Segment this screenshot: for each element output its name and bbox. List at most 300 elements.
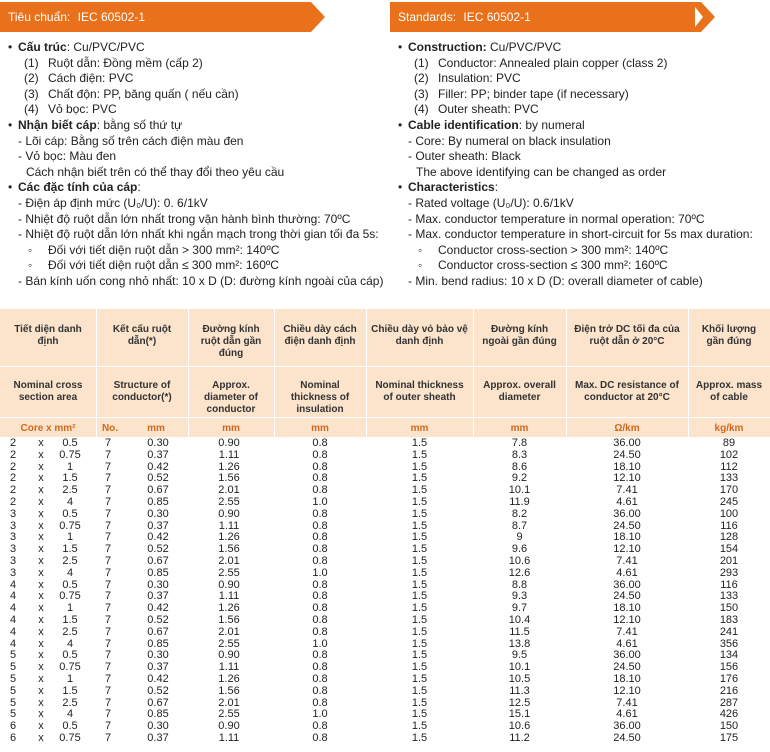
table-cell: 1.5 — [411, 625, 428, 638]
characteristics-subitem — [418, 258, 668, 274]
table-cell: 13.8 — [508, 637, 531, 650]
item-text: Cách nhận biết trên có thể thay đổi theo yêu cầu — [26, 164, 285, 179]
characteristics-item — [408, 196, 574, 212]
table-cell: 0.90 — [218, 437, 240, 449]
table-cell: 0.30 — [147, 507, 169, 520]
identification-item — [18, 149, 116, 165]
identification-heading — [18, 118, 182, 134]
table-cell: 7 — [104, 460, 112, 473]
table-cell: 18.10 — [613, 460, 641, 473]
table-cell: 7 — [104, 507, 112, 520]
table-cell: 7 — [104, 448, 112, 461]
table-cell: 36.00 — [613, 507, 641, 520]
table-cell: 2.01 — [218, 484, 240, 497]
construction-item — [414, 56, 667, 72]
table-cell: 3 — [9, 507, 17, 520]
table-cell: 5 — [9, 673, 17, 685]
table-cell: 2 — [9, 472, 17, 485]
unit-label: mm — [222, 423, 240, 434]
standard-banner-en — [390, 2, 695, 32]
table-cell: 1.5 — [411, 649, 428, 662]
characteristics-item — [408, 227, 753, 243]
heading-label: Các đặc tính của cáp — [18, 180, 138, 195]
column-header-vi: Khối lượng gần đúng — [701, 324, 757, 347]
column-header-vi: Kết cấu ruột dẫn(*) — [112, 324, 172, 347]
unit-label: mm — [510, 423, 529, 434]
column-header-vi: Chiều dày vỏ bảo vệ danh định — [371, 324, 468, 347]
table-cell: 1.5 — [411, 448, 428, 461]
item-text: - Nhiệt độ ruột dẫn lớn nhất trong vận hành bình thường: 70ºC — [18, 211, 351, 226]
table-cell: 10.6 — [508, 720, 531, 733]
table-cell: 8.3 — [511, 448, 528, 461]
characteristics-subitem — [28, 243, 279, 259]
table-cell: 24.50 — [613, 732, 641, 744]
table-cell: 7 — [104, 625, 112, 638]
unit-label: mm — [147, 423, 165, 434]
table-cell: 12.10 — [613, 543, 641, 556]
table-cell: 156 — [719, 661, 739, 674]
item-text: Ruột dẫn: Đồng mềm (cấp 2) — [48, 55, 203, 70]
column-header-vi: Chiều dày cách điện danh định — [283, 324, 357, 347]
unit-label: kg/km — [714, 423, 744, 434]
table-cell: 12.6 — [508, 566, 531, 579]
table-cell: 12.10 — [613, 614, 641, 626]
characteristics-item — [18, 227, 379, 243]
table-cell: 0.5 — [62, 507, 78, 520]
table-cell: x — [38, 566, 44, 579]
table-cell: 7.41 — [616, 484, 638, 497]
column-header-vi: Điện trở DC tối đa của ruột dẫn ở 20°C — [574, 324, 680, 347]
table-cell: x — [38, 543, 44, 556]
table-row — [0, 462, 770, 474]
table-cell: 7 — [104, 602, 112, 615]
item-text: - Core: By numeral on black insulation — [408, 133, 611, 148]
table-cell: 1.5 — [411, 507, 428, 520]
table-cell: 0.90 — [218, 507, 240, 520]
table-row — [0, 485, 770, 497]
table-cell: 0.8 — [312, 673, 328, 685]
table-row — [0, 591, 770, 603]
characteristics-heading — [18, 180, 141, 196]
item-number: (3) — [414, 86, 429, 101]
table-cell: 0.5 — [62, 437, 78, 449]
table-row — [0, 568, 770, 580]
table-row — [0, 733, 770, 745]
item-number: (2) — [24, 71, 39, 86]
table-cell: 1.5 — [411, 720, 428, 733]
table-cell: 3 — [9, 555, 17, 567]
item-text: Cách điện: PVC — [48, 71, 134, 86]
column-header-en: Approx. mass of cable — [695, 380, 763, 403]
table-cell: 7 — [104, 578, 112, 591]
characteristics-item — [408, 212, 705, 228]
item-text: Conductor cross-section ≤ 300 mm²: 160ºC — [438, 258, 668, 273]
column-header-en: Structure of conductor(*) — [112, 380, 172, 403]
table-row — [0, 532, 770, 544]
table-cell: 1.5 — [411, 460, 428, 473]
table-cell: 154 — [719, 543, 739, 556]
table-cell: 0.8 — [312, 602, 328, 615]
table-cell: 0.8 — [312, 555, 328, 567]
heading-label: Characteristics — [408, 180, 495, 195]
column-header-en: Approx. overall diameter — [483, 380, 556, 403]
table-cell: 102 — [719, 448, 739, 461]
table-cell: 356 — [719, 637, 739, 650]
item-text: - Max. conductor temperature in short-circuit for 5s max duration: — [408, 227, 753, 242]
table-cell: 0.85 — [147, 708, 169, 721]
table-cell: x — [38, 732, 44, 744]
table-cell: 0.30 — [147, 649, 169, 662]
table-cell: 0.8 — [312, 543, 328, 556]
table-cell: 7 — [104, 661, 112, 674]
table-cell: 4 — [9, 578, 17, 591]
table-cell: 1.5 — [411, 602, 428, 615]
table-cell: 11.5 — [509, 625, 530, 638]
table-cell: 7 — [104, 472, 112, 485]
table-cell: 10.5 — [508, 673, 531, 685]
table-cell: 0.5 — [62, 649, 78, 662]
table-cell: 7 — [104, 673, 112, 685]
table-cell: 7 — [104, 708, 112, 721]
table-row — [0, 580, 770, 592]
table-cell: 3 — [9, 519, 17, 532]
table-cell: 0.8 — [312, 460, 328, 473]
item-text: - Bán kính uốn cong nhỏ nhất: 10 x D (D: đường kính ngoài của cáp) — [18, 274, 384, 288]
table-cell: 12.5 — [508, 696, 531, 709]
table-cell: 12.10 — [613, 684, 641, 697]
table-cell: 2.5 — [62, 555, 78, 567]
table-cell: 1 — [66, 531, 74, 544]
characteristics-subitem — [418, 243, 668, 259]
table-cell: 216 — [719, 684, 739, 697]
table-cell: 0.75 — [59, 732, 81, 744]
table-cell: 112 — [720, 460, 738, 473]
table-cell: 89 — [722, 437, 736, 449]
construction-heading — [408, 40, 561, 56]
table-cell: x — [38, 625, 44, 638]
item-number: (4) — [414, 102, 429, 117]
table-row — [0, 698, 770, 710]
table-cell: 1.5 — [411, 590, 428, 603]
table-cell: 7 — [104, 684, 112, 697]
table-cell: x — [38, 720, 44, 733]
item-text: - Max. conductor temperature in normal operation: 70ºC — [408, 211, 705, 226]
item-number: (1) — [414, 55, 429, 70]
table-cell: 1.5 — [411, 531, 428, 544]
table-cell: 1 — [66, 602, 74, 615]
table-row — [0, 556, 770, 568]
table-cell: 2 — [9, 448, 17, 461]
item-text: Insulation: PVC — [438, 71, 521, 86]
item-text: - Min. bend radius: 10 x D (D: overall diameter of cable) — [408, 274, 703, 288]
item-number: (4) — [24, 102, 39, 117]
table-cell: 0.67 — [147, 555, 169, 567]
standard-label: Tiêu chuẩn: — [8, 10, 71, 24]
table-cell: 241 — [719, 625, 739, 638]
table-cell: 1.5 — [411, 496, 428, 508]
table-cell: 4 — [66, 708, 74, 721]
table-cell: 1.5 — [411, 696, 428, 709]
table-cell: 7 — [104, 614, 112, 626]
table-cell: 1.5 — [62, 614, 78, 626]
item-text: Conductor cross-section > 300 mm²: 140ºC — [438, 242, 669, 257]
characteristics-heading — [408, 180, 498, 196]
table-cell: 0.75 — [59, 448, 81, 461]
table-cell: 0.37 — [147, 590, 169, 603]
identification-item — [18, 134, 243, 150]
table-row — [0, 721, 770, 733]
table-cell: x — [38, 460, 44, 473]
table-cell: 175 — [719, 732, 739, 744]
table-cell: 24.50 — [613, 661, 641, 674]
table-row — [0, 650, 770, 662]
column-header-en: Nominal thickness of insulation — [290, 380, 350, 415]
standard-label: Standards: — [398, 10, 457, 24]
table-cell: 4 — [66, 496, 74, 508]
identification-item — [416, 165, 666, 181]
table-cell: 4.61 — [616, 637, 638, 650]
table-cell: 1.5 — [411, 637, 428, 650]
table-cell: 0.8 — [312, 684, 328, 697]
table-cell: 2.01 — [218, 625, 240, 638]
table-cell: 1.11 — [218, 448, 240, 461]
table-cell: 287 — [719, 696, 739, 709]
table-cell: x — [38, 507, 44, 520]
characteristics-item — [408, 274, 703, 290]
table-cell: 7 — [104, 720, 112, 733]
table-cell: 1.5 — [411, 684, 428, 697]
item-text: Đối với tiết diện ruột dẫn ≤ 300 mm²: 160ºC — [48, 258, 279, 273]
column-header-en: Nominal thickness of outer sheath — [375, 380, 464, 403]
item-text: Chất độn: PP, băng quấn ( nếu cần) — [48, 86, 239, 101]
table-cell: 2.01 — [218, 555, 240, 567]
table-cell: 0.8 — [312, 614, 328, 626]
item-text: Outer sheath: PVC — [438, 102, 539, 117]
table-cell: 1.5 — [411, 437, 428, 449]
table-cell: 1.56 — [218, 543, 240, 556]
table-cell: 12.10 — [613, 472, 641, 485]
table-cell: 0.90 — [218, 720, 240, 733]
table-cell: 1.26 — [218, 602, 240, 615]
table-cell: 150 — [719, 720, 739, 733]
table-cell: 0.8 — [312, 484, 328, 497]
table-cell: 0.42 — [147, 460, 169, 473]
table-row — [0, 521, 770, 533]
table-cell: 7 — [104, 637, 112, 650]
table-cell: 1.56 — [218, 684, 240, 697]
table-cell: 18.10 — [613, 531, 641, 544]
heading-label: Construction: — [408, 40, 487, 54]
table-cell: 1.11 — [218, 661, 240, 674]
table-cell: 0.75 — [59, 661, 81, 674]
item-text: Filler: PP; binder tape (if necessary) — [438, 86, 629, 101]
item-number: (1) — [24, 55, 39, 70]
table-cell: 24.50 — [613, 448, 641, 461]
row-divider — [0, 366, 770, 367]
table-cell: 7 — [104, 649, 112, 662]
table-cell: 9 — [516, 531, 523, 544]
item-number: (2) — [414, 71, 429, 86]
table-row — [0, 639, 770, 651]
table-cell: 2.55 — [218, 496, 240, 508]
table-cell: 1.26 — [218, 673, 240, 685]
table-cell: 0.8 — [312, 519, 328, 532]
table-cell: 1.5 — [411, 732, 428, 744]
table-cell: 5 — [9, 708, 17, 721]
table-cell: 7.8 — [511, 437, 528, 449]
heading-label: Cable identification — [408, 118, 519, 132]
table-cell: 4 — [66, 637, 74, 650]
table-cell: 4.61 — [616, 496, 638, 508]
standard-value: IEC 60502-1 — [77, 10, 145, 24]
table-cell: 0.8 — [312, 696, 328, 709]
table-cell: 0.8 — [312, 649, 328, 662]
heading-label: Nhận biết cáp — [18, 118, 97, 132]
construction-item — [24, 56, 203, 72]
table-cell: x — [38, 637, 44, 650]
table-cell: 0.52 — [147, 472, 169, 485]
table-cell: 36.00 — [613, 437, 641, 449]
heading-value: Cu/PVC/PVC — [486, 40, 562, 54]
table-cell: 2.5 — [62, 484, 78, 497]
table-cell: 8.2 — [511, 507, 528, 520]
table-cell: x — [38, 484, 44, 497]
table-row — [0, 662, 770, 674]
table-cell: x — [38, 696, 44, 709]
table-cell: 24.50 — [613, 519, 641, 532]
table-cell: 0.5 — [62, 720, 78, 733]
table-cell: 36.00 — [613, 578, 641, 591]
table-row — [0, 497, 770, 509]
chevron-right-icon — [301, 2, 327, 32]
column-header-en: Nominal cross section area — [13, 380, 83, 403]
table-cell: 100 — [719, 507, 739, 520]
table-cell: 0.8 — [312, 531, 328, 544]
table-cell: 116 — [720, 578, 738, 591]
table-cell: 2 — [9, 437, 17, 449]
standard-banner-vi — [0, 2, 305, 32]
table-cell: 1.5 — [62, 684, 78, 697]
table-cell: 1.5 — [411, 519, 428, 532]
table-cell: 0.8 — [312, 437, 328, 449]
table-cell: 4 — [9, 625, 17, 638]
table-cell: 7 — [104, 696, 112, 709]
standard-value: IEC 60502-1 — [463, 10, 531, 24]
table-cell: 1.5 — [411, 566, 428, 579]
circle-bullet-icon: ◦ — [28, 242, 33, 257]
table-cell: 133 — [719, 472, 739, 485]
table-cell: x — [38, 519, 44, 532]
column-header-vi: Đường kính ruột dẫn gần đúng — [200, 324, 262, 359]
table-cell: 0.67 — [147, 484, 169, 497]
table-cell: 10.6 — [508, 555, 531, 567]
table-row — [0, 509, 770, 521]
characteristics-item — [18, 274, 383, 290]
table-cell: 1.56 — [218, 614, 240, 626]
table-cell: 0.90 — [218, 649, 240, 662]
table-cell: 3 — [9, 531, 17, 544]
table-cell: 6 — [9, 720, 17, 733]
table-cell: 2 — [9, 496, 17, 508]
table-cell: 2.55 — [218, 708, 240, 721]
identification-item — [408, 134, 611, 150]
table-cell: 7 — [104, 437, 112, 449]
table-cell: 4.61 — [616, 708, 638, 721]
table-cell: 1.26 — [218, 460, 240, 473]
heading-value: : by numeral — [518, 118, 585, 132]
table-row — [0, 686, 770, 698]
table-cell: 18.10 — [613, 602, 641, 615]
table-cell: 7 — [104, 484, 112, 497]
table-cell: 1.26 — [218, 531, 240, 544]
table-cell: 0.75 — [59, 590, 81, 603]
table-cell: 0.8 — [312, 720, 328, 733]
table-cell: 2.5 — [62, 696, 78, 709]
construction-item — [414, 87, 629, 103]
table-cell: 0.37 — [147, 661, 169, 674]
table-cell: x — [38, 437, 44, 449]
table-row — [0, 473, 770, 485]
table-cell: 1.0 — [312, 496, 328, 508]
table-cell: 10.1 — [508, 484, 531, 497]
table-cell: 7 — [104, 531, 112, 544]
table-cell: 6 — [9, 732, 17, 744]
table-cell: 1.11 — [218, 519, 240, 532]
table-cell: 7 — [104, 732, 112, 744]
characteristics-item — [18, 212, 350, 228]
table-cell: 9.6 — [511, 543, 528, 556]
table-cell: 176 — [719, 673, 739, 685]
table-cell: 0.75 — [59, 519, 81, 532]
table-cell: 0.5 — [62, 578, 78, 591]
table-cell: 1.11 — [218, 732, 240, 744]
table-cell: 8.8 — [511, 578, 528, 591]
table-cell: 9.3 — [511, 590, 528, 603]
table-row — [0, 674, 770, 686]
table-cell: 1 — [66, 673, 74, 685]
unit-label: Core x mm² — [20, 423, 76, 434]
item-text: Đối với tiết diện ruột dẫn > 300 mm²: 140ºC — [48, 242, 280, 257]
column-header-en: Max. DC resistance of conductor at 20°C — [575, 380, 679, 403]
table-cell: 1.5 — [62, 472, 78, 485]
identification-heading — [408, 118, 585, 134]
item-text: Vỏ bọc: PVC — [48, 102, 117, 117]
table-cell: x — [38, 448, 44, 461]
table-cell: 36.00 — [613, 649, 641, 662]
table-cell: 0.8 — [312, 732, 328, 744]
table-cell: 1.0 — [312, 708, 328, 721]
table-cell: 1.0 — [312, 566, 328, 579]
table-cell: x — [38, 602, 44, 615]
table-cell: 7 — [104, 519, 112, 532]
table-cell: 36.00 — [613, 720, 641, 733]
item-text: - Lõi cáp: Bằng số trên cách điện màu đen — [18, 133, 244, 148]
table-cell: 133 — [719, 590, 739, 603]
table-cell: 134 — [719, 649, 739, 662]
item-text: - Điện áp định mức (U₀/U): 0. 6/1kV — [18, 196, 208, 210]
table-cell: 0.37 — [147, 732, 169, 744]
table-cell: x — [38, 555, 44, 567]
table-cell: 1.5 — [411, 708, 428, 721]
table-cell: 18.10 — [613, 673, 641, 685]
table-row — [0, 544, 770, 556]
table-cell: 1.5 — [62, 543, 78, 556]
table-cell: 201 — [719, 555, 739, 567]
table-cell: x — [38, 472, 44, 485]
table-cell: 0.85 — [147, 566, 169, 579]
table-cell: 4 — [66, 566, 74, 579]
table-cell: 5 — [9, 661, 17, 674]
